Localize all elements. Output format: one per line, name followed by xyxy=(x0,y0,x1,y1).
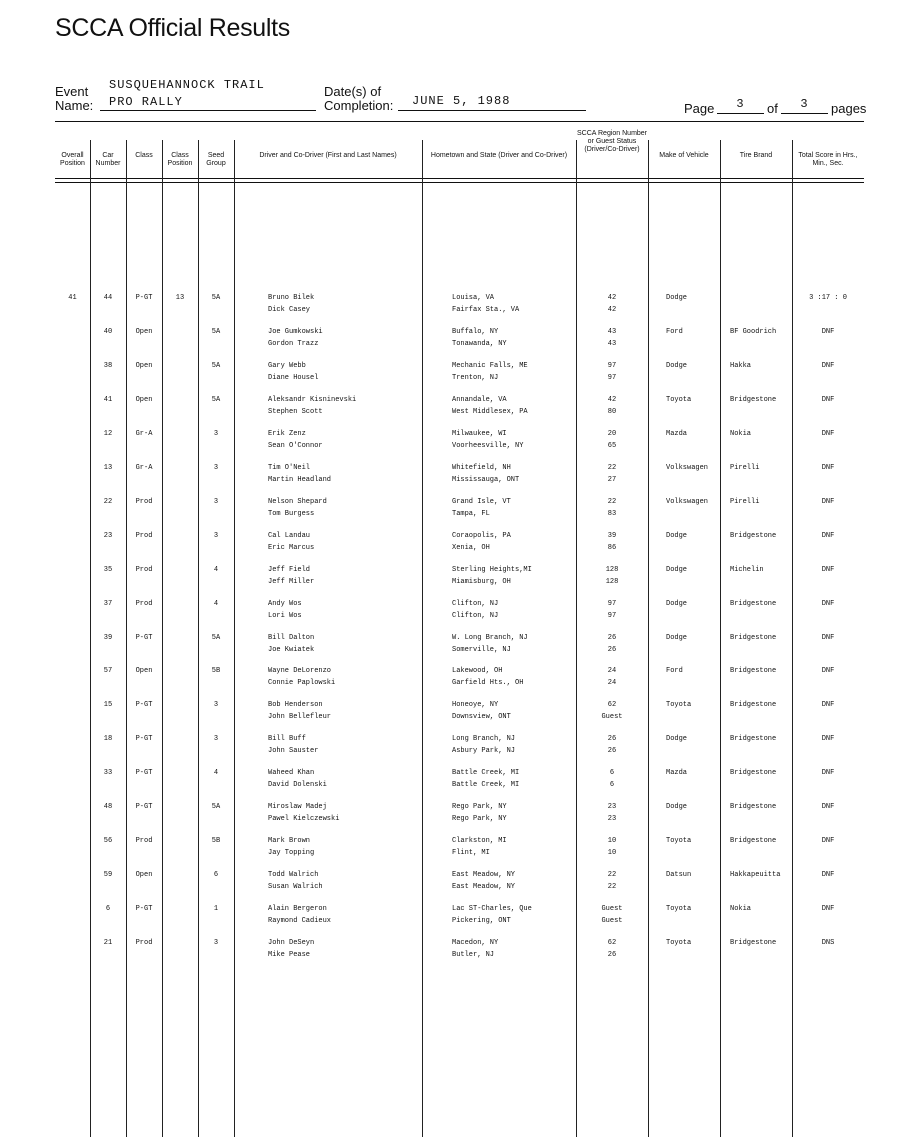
car-number-cell: 56 xyxy=(103,837,113,845)
class-cell: Open xyxy=(135,328,153,336)
hometown-state-cell: Grand Isle, VT xyxy=(452,498,511,506)
driver-codriver-cell: Raymond Cadieux xyxy=(268,917,332,925)
region-number-cell: 23 xyxy=(607,803,617,811)
total-score-cell: DNF xyxy=(821,464,835,472)
header-bottom-rule-2 xyxy=(55,182,864,183)
seed-group-cell: 3 xyxy=(213,464,219,472)
hometown-state-cell: Mississauga, ONT xyxy=(452,476,520,484)
region-number-cell: 26 xyxy=(607,735,617,743)
total-score-cell: DNF xyxy=(821,769,835,777)
driver-codriver-cell: Bob Henderson xyxy=(268,701,323,709)
seed-group-cell: 4 xyxy=(213,769,219,777)
vehicle-make-cell: Dodge xyxy=(666,735,688,743)
region-number-cell: 43 xyxy=(607,328,617,336)
driver-codriver-cell: Cal Landau xyxy=(268,532,311,540)
total-score-cell: DNF xyxy=(821,498,835,506)
region-number-cell: 6 xyxy=(609,781,615,789)
region-number-cell: 26 xyxy=(607,951,617,959)
class-cell: Open xyxy=(135,396,153,404)
driver-codriver-cell: Bill Dalton xyxy=(268,634,315,642)
region-number-cell: 97 xyxy=(607,362,617,370)
event-label: Event xyxy=(55,84,89,99)
total-score-cell: DNF xyxy=(821,905,835,913)
vehicle-make-cell: Toyota xyxy=(666,837,692,845)
driver-codriver-cell: Mark Brown xyxy=(268,837,311,845)
car-number-cell: 48 xyxy=(103,803,113,811)
seed-group-cell: 6 xyxy=(213,871,219,879)
class-position-cell: 13 xyxy=(175,294,185,302)
seed-group-cell: 5A xyxy=(211,294,221,302)
class-cell: Prod xyxy=(135,566,153,574)
region-number-cell: 65 xyxy=(607,442,617,450)
hometown-state-cell: Louisa, VA xyxy=(452,294,495,302)
vehicle-make-cell: Ford xyxy=(666,328,683,336)
tire-brand-cell: Bridgestone xyxy=(730,837,777,845)
region-number-cell: 27 xyxy=(607,476,617,484)
driver-codriver-cell: Sean O'Connor xyxy=(268,442,323,450)
column-header-tire-brand: Tire Brand xyxy=(739,152,773,159)
overall-position-cell: 41 xyxy=(68,294,77,302)
hometown-state-cell: Tampa, FL xyxy=(452,510,490,518)
region-number-cell: 83 xyxy=(607,510,617,518)
region-number-cell: 128 xyxy=(605,578,619,586)
total-score-cell: DNS xyxy=(821,939,835,947)
column-header-region-number: SCCA Region Number or Guest Status (Driver/Co-Driver) xyxy=(576,130,648,153)
tire-brand-cell: Bridgestone xyxy=(730,396,777,404)
seed-group-cell: 3 xyxy=(213,430,219,438)
hometown-state-cell: Long Branch, NJ xyxy=(452,735,516,743)
region-number-cell: 10 xyxy=(607,849,617,857)
tire-brand-cell: Pirelli xyxy=(730,498,760,506)
driver-codriver-cell: Joe Gumkowski xyxy=(268,328,323,336)
page-number-underline xyxy=(717,113,764,114)
class-cell: Prod xyxy=(135,837,153,845)
class-cell: P-GT xyxy=(135,634,153,642)
region-number-cell: 97 xyxy=(607,612,617,620)
region-number-cell: 23 xyxy=(607,815,617,823)
car-number-cell: 59 xyxy=(103,871,113,879)
event-name-underline xyxy=(100,110,316,111)
driver-codriver-cell: Connie Paplowski xyxy=(268,679,336,687)
hometown-state-cell: East Meadow, NY xyxy=(452,871,516,879)
hometown-state-cell: Rego Park, NY xyxy=(452,803,507,811)
driver-codriver-cell: Diane Housel xyxy=(268,374,319,382)
driver-codriver-cell: Jeff Miller xyxy=(268,578,315,586)
region-number-cell: 42 xyxy=(607,396,617,404)
driver-codriver-cell: Tom Burgess xyxy=(268,510,315,518)
tire-brand-cell: Bridgestone xyxy=(730,939,777,947)
column-header-vehicle-make: Make of Vehicle xyxy=(659,152,709,159)
vehicle-make-cell: Toyota xyxy=(666,701,692,709)
driver-codriver-cell: John Sauster xyxy=(268,747,319,755)
driver-codriver-cell: Susan Walrich xyxy=(268,883,323,891)
page-total-underline xyxy=(781,113,828,114)
driver-codriver-cell: Gary Webb xyxy=(268,362,306,370)
region-number-cell: 24 xyxy=(607,667,617,675)
region-number-cell: 97 xyxy=(607,374,617,382)
car-number-cell: 12 xyxy=(103,430,113,438)
tire-brand-cell: Pirelli xyxy=(730,464,760,472)
seed-group-cell: 3 xyxy=(213,939,219,947)
total-score-cell: DNF xyxy=(821,328,835,336)
car-number-cell: 33 xyxy=(103,769,113,777)
region-number-cell: 22 xyxy=(607,498,617,506)
page-title: SCCA Official Results xyxy=(55,14,290,42)
vehicle-make-cell: Volkswagen xyxy=(666,464,709,472)
driver-codriver-cell: Stephen Scott xyxy=(268,408,323,416)
driver-codriver-cell: Erik Zenz xyxy=(268,430,306,438)
total-score-cell: DNF xyxy=(821,430,835,438)
region-number-cell: Guest xyxy=(601,713,623,721)
vehicle-make-cell: Dodge xyxy=(666,532,688,540)
class-cell: Open xyxy=(135,667,153,675)
car-number-cell: 6 xyxy=(105,905,111,913)
vehicle-make-cell: Datsun xyxy=(666,871,692,879)
region-number-cell: 86 xyxy=(607,544,617,552)
tire-brand-cell: Bridgestone xyxy=(730,600,777,608)
seed-group-cell: 5A xyxy=(211,328,221,336)
car-number-cell: 57 xyxy=(103,667,113,675)
seed-group-cell: 3 xyxy=(213,532,219,540)
total-score-cell: DNF xyxy=(821,803,835,811)
car-number-cell: 18 xyxy=(103,735,113,743)
hometown-state-cell: Asbury Park, NJ xyxy=(452,747,516,755)
region-number-cell: 80 xyxy=(607,408,617,416)
region-number-cell: 22 xyxy=(607,883,617,891)
seed-group-cell: 5A xyxy=(211,634,221,642)
total-score-cell: 3 :17 : 0 xyxy=(809,294,847,302)
seed-group-cell: 5B xyxy=(211,837,221,845)
vehicle-make-cell: Mazda xyxy=(666,769,688,777)
vehicle-make-cell: Toyota xyxy=(666,905,692,913)
hometown-state-cell: Flint, MI xyxy=(452,849,490,857)
driver-codriver-cell: Alain Bergeron xyxy=(268,905,327,913)
hometown-state-cell: Voorheesville, NY xyxy=(452,442,524,450)
region-number-cell: Guest xyxy=(601,917,623,925)
vehicle-make-cell: Toyota xyxy=(666,396,692,404)
vehicle-make-cell: Dodge xyxy=(666,600,688,608)
driver-codriver-cell: Waheed Khan xyxy=(268,769,315,777)
hometown-state-cell: Mechanic Falls, ME xyxy=(452,362,528,370)
driver-codriver-cell: Aleksandr Kisninevski xyxy=(268,396,357,404)
hometown-state-cell: Annandale, VA xyxy=(452,396,507,404)
driver-codriver-cell: Nelson Shepard xyxy=(268,498,327,506)
column-divider xyxy=(162,140,163,1137)
class-cell: Prod xyxy=(135,939,153,947)
page-number: 3 xyxy=(736,97,745,111)
region-number-cell: 42 xyxy=(607,294,617,302)
vehicle-make-cell: Dodge xyxy=(666,803,688,811)
header-top-rule xyxy=(55,121,864,122)
total-score-cell: DNF xyxy=(821,396,835,404)
column-divider xyxy=(234,140,235,1137)
class-cell: Open xyxy=(135,871,153,879)
region-number-cell: 97 xyxy=(607,600,617,608)
hometown-state-cell: W. Long Branch, NJ xyxy=(452,634,528,642)
of-label: of xyxy=(767,101,778,116)
hometown-state-cell: Lac ST-Charles, Que xyxy=(452,905,532,913)
seed-group-cell: 3 xyxy=(213,735,219,743)
car-number-cell: 21 xyxy=(103,939,113,947)
car-number-cell: 44 xyxy=(103,294,113,302)
completion-date: JUNE 5, 1988 xyxy=(412,94,511,108)
tire-brand-cell: BF Goodrich xyxy=(730,328,777,336)
driver-codriver-cell: Wayne DeLorenzo xyxy=(268,667,332,675)
car-number-cell: 15 xyxy=(103,701,113,709)
class-cell: P-GT xyxy=(135,905,153,913)
date-underline xyxy=(398,110,586,111)
hometown-state-cell: Xenia, OH xyxy=(452,544,490,552)
driver-codriver-cell: Gordon Trazz xyxy=(268,340,319,348)
vehicle-make-cell: Ford xyxy=(666,667,683,675)
hometown-state-cell: Pickering, ONT xyxy=(452,917,511,925)
region-number-cell: 10 xyxy=(607,837,617,845)
seed-group-cell: 5B xyxy=(211,667,221,675)
column-divider xyxy=(648,140,649,1137)
total-score-cell: DNF xyxy=(821,701,835,709)
tire-brand-cell: Hakkapeuitta xyxy=(730,871,781,879)
total-score-cell: DNF xyxy=(821,735,835,743)
column-header-driver-codriver: Driver and Co-Driver (First and Last Names) xyxy=(259,152,397,159)
date-label: Date(s) of xyxy=(324,84,382,99)
tire-brand-cell: Bridgestone xyxy=(730,803,777,811)
vehicle-make-cell: Dodge xyxy=(666,566,688,574)
class-cell: Gr-A xyxy=(135,430,153,438)
event-name-line1: SUSQUEHANNOCK TRAIL xyxy=(109,78,265,92)
total-score-cell: DNF xyxy=(821,362,835,370)
vehicle-make-cell: Mazda xyxy=(666,430,688,438)
total-score-cell: DNF xyxy=(821,634,835,642)
hometown-state-cell: Downsview, ONT xyxy=(452,713,511,721)
seed-group-cell: 4 xyxy=(213,600,219,608)
column-header-class-position: Class Position xyxy=(167,152,193,167)
total-score-cell: DNF xyxy=(821,871,835,879)
driver-codriver-cell: John Bellefleur xyxy=(268,713,332,721)
car-number-cell: 39 xyxy=(103,634,113,642)
class-cell: P-GT xyxy=(135,294,153,302)
class-cell: Prod xyxy=(135,600,153,608)
driver-codriver-cell: Martin Headland xyxy=(268,476,332,484)
hometown-state-cell: Tonawanda, NY xyxy=(452,340,507,348)
car-number-cell: 41 xyxy=(103,396,113,404)
car-number-cell: 13 xyxy=(103,464,113,472)
region-number-cell: 6 xyxy=(609,769,615,777)
hometown-state-cell: Sterling Heights,MI xyxy=(452,566,532,574)
driver-codriver-cell: David Dolenski xyxy=(268,781,327,789)
class-cell: Prod xyxy=(135,532,153,540)
seed-group-cell: 3 xyxy=(213,498,219,506)
vehicle-make-cell: Volkswagen xyxy=(666,498,709,506)
region-number-cell: 20 xyxy=(607,430,617,438)
total-score-cell: DNF xyxy=(821,837,835,845)
region-number-cell: 39 xyxy=(607,532,617,540)
driver-codriver-cell: Joe Kwiatek xyxy=(268,646,315,654)
class-cell: Gr-A xyxy=(135,464,153,472)
hometown-state-cell: Buffalo, NY xyxy=(452,328,499,336)
region-number-cell: 26 xyxy=(607,747,617,755)
hometown-state-cell: Lakewood, OH xyxy=(452,667,503,675)
hometown-state-cell: Milwaukee, WI xyxy=(452,430,507,438)
driver-codriver-cell: Tim O'Neil xyxy=(268,464,311,472)
tire-brand-cell: Nokia xyxy=(730,905,752,913)
driver-codriver-cell: Bill Buff xyxy=(268,735,306,743)
car-number-cell: 35 xyxy=(103,566,113,574)
class-cell: P-GT xyxy=(135,701,153,709)
tire-brand-cell: Nokia xyxy=(730,430,752,438)
class-cell: Prod xyxy=(135,498,153,506)
region-number-cell: 42 xyxy=(607,306,617,314)
region-number-cell: 128 xyxy=(605,566,619,574)
hometown-state-cell: Whitefield, NH xyxy=(452,464,511,472)
total-score-cell: DNF xyxy=(821,532,835,540)
vehicle-make-cell: Dodge xyxy=(666,362,688,370)
hometown-state-cell: Miamisburg, OH xyxy=(452,578,511,586)
hometown-state-cell: Clifton, NJ xyxy=(452,612,499,620)
column-divider xyxy=(422,140,423,1137)
region-number-cell: 24 xyxy=(607,679,617,687)
pages-label: pages xyxy=(831,101,867,116)
hometown-state-cell: Trenton, NJ xyxy=(452,374,499,382)
driver-codriver-cell: Todd Walrich xyxy=(268,871,319,879)
hometown-state-cell: Butler, NJ xyxy=(452,951,495,959)
class-cell: P-GT xyxy=(135,769,153,777)
hometown-state-cell: Rego Park, NY xyxy=(452,815,507,823)
car-number-cell: 37 xyxy=(103,600,113,608)
driver-codriver-cell: Pawel Kielczewski xyxy=(268,815,340,823)
driver-codriver-cell: Eric Marcus xyxy=(268,544,315,552)
class-cell: Open xyxy=(135,362,153,370)
column-header-class: Class xyxy=(135,152,153,159)
vehicle-make-cell: Dodge xyxy=(666,634,688,642)
column-header-total-score: Total Score in Hrs., Min., Sec. xyxy=(798,152,858,167)
hometown-state-cell: Battle Creek, MI xyxy=(452,781,520,789)
region-number-cell: 62 xyxy=(607,939,617,947)
column-header-car-number: Car Number xyxy=(95,152,121,167)
hometown-state-cell: Clifton, NJ xyxy=(452,600,499,608)
car-number-cell: 40 xyxy=(103,328,113,336)
tire-brand-cell: Hakka xyxy=(730,362,752,370)
column-header-hometown-state: Hometown and State (Driver and Co-Driver) xyxy=(430,152,568,159)
driver-codriver-cell: Mike Pease xyxy=(268,951,311,959)
tire-brand-cell: Bridgestone xyxy=(730,701,777,709)
seed-group-cell: 5A xyxy=(211,396,221,404)
hometown-state-cell: East Meadow, NY xyxy=(452,883,516,891)
hometown-state-cell: Battle Creek, MI xyxy=(452,769,520,777)
hometown-state-cell: Fairfax Sta., VA xyxy=(452,306,520,314)
hometown-state-cell: West Middlesex, PA xyxy=(452,408,528,416)
vehicle-make-cell: Toyota xyxy=(666,939,692,947)
seed-group-cell: 5A xyxy=(211,362,221,370)
hometown-state-cell: Somerville, NJ xyxy=(452,646,511,654)
driver-codriver-cell: Jeff Field xyxy=(268,566,311,574)
class-cell: P-GT xyxy=(135,735,153,743)
driver-codriver-cell: Dick Casey xyxy=(268,306,311,314)
hometown-state-cell: Coraopolis, PA xyxy=(452,532,511,540)
completion-label: Completion: xyxy=(324,98,394,113)
hometown-state-cell: Garfield Hts., OH xyxy=(452,679,524,687)
driver-codriver-cell: Bruno Bilek xyxy=(268,294,315,302)
tire-brand-cell: Bridgestone xyxy=(730,667,777,675)
column-header-overall-position: Overall Position xyxy=(60,152,85,167)
page-total: 3 xyxy=(800,97,809,111)
page-label: Page xyxy=(684,101,715,116)
car-number-cell: 38 xyxy=(103,362,113,370)
region-number-cell: Guest xyxy=(601,905,623,913)
vehicle-make-cell: Dodge xyxy=(666,294,688,302)
seed-group-cell: 3 xyxy=(213,701,219,709)
seed-group-cell: 4 xyxy=(213,566,219,574)
region-number-cell: 22 xyxy=(607,871,617,879)
driver-codriver-cell: Andy Wos xyxy=(268,600,302,608)
column-header-seed-group: Seed Group xyxy=(206,152,226,167)
total-score-cell: DNF xyxy=(821,566,835,574)
hometown-state-cell: Clarkston, MI xyxy=(452,837,507,845)
seed-group-cell: 5A xyxy=(211,803,221,811)
driver-codriver-cell: John DeSeyn xyxy=(268,939,315,947)
event-name-line2: PRO RALLY xyxy=(109,95,183,109)
total-score-cell: DNF xyxy=(821,667,835,675)
car-number-cell: 23 xyxy=(103,532,113,540)
car-number-cell: 22 xyxy=(103,498,113,506)
driver-codriver-cell: Lori Wos xyxy=(268,612,302,620)
column-divider xyxy=(720,140,721,1137)
driver-codriver-cell: Miroslaw Madej xyxy=(268,803,327,811)
seed-group-cell: 1 xyxy=(213,905,219,913)
total-score-cell: DNF xyxy=(821,600,835,608)
tire-brand-cell: Michelin xyxy=(730,566,764,574)
tire-brand-cell: Bridgestone xyxy=(730,634,777,642)
hometown-state-cell: Macedon, NY xyxy=(452,939,499,947)
class-cell: P-GT xyxy=(135,803,153,811)
region-number-cell: 62 xyxy=(607,701,617,709)
region-number-cell: 43 xyxy=(607,340,617,348)
tire-brand-cell: Bridgestone xyxy=(730,769,777,777)
region-number-cell: 26 xyxy=(607,646,617,654)
region-number-cell: 22 xyxy=(607,464,617,472)
tire-brand-cell: Bridgestone xyxy=(730,532,777,540)
driver-codriver-cell: Jay Topping xyxy=(268,849,315,857)
region-number-cell: 26 xyxy=(607,634,617,642)
header-bottom-rule xyxy=(55,178,864,179)
event-name-label: Name: xyxy=(55,98,94,113)
tire-brand-cell: Bridgestone xyxy=(730,735,777,743)
hometown-state-cell: Honeoye, NY xyxy=(452,701,499,709)
